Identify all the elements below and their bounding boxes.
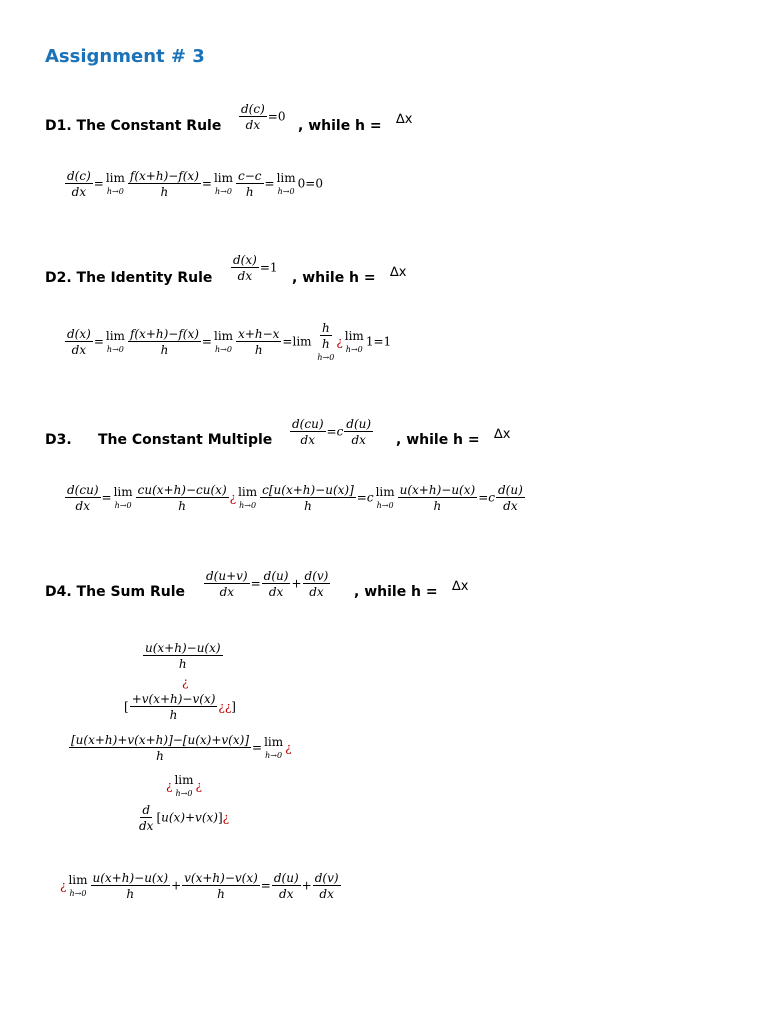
d2-proof-formula: $\frac{d(x)}{dx}$ = lim h→0 $\frac{f(x+h)-f(x)}{h}$ = lim h→0 $\frac{x+h-x}{h}$ =lim $\frac{h}{h}$ h→0 ¿ lim h→0 1=1 bbox=[67, 321, 392, 362]
d3-delta-x: ∆x bbox=[494, 427, 511, 442]
d4-rule-formula: $\frac{d(u+v)}{dx}$ = $\frac{d(u)}{dx}$ + $\frac{d(v)}{dx}$ bbox=[206, 569, 329, 599]
d1-rule-formula: $\frac{d(c)}{dx}$ =0 bbox=[241, 102, 286, 132]
d1-delta-x: ∆x bbox=[396, 112, 413, 127]
d4-final-formula: ¿ lim h→0 $\frac{u(x+h)-u(x)}{h}$ + $\frac{v(x+h)-v(x)}{h}$ = $\frac{d(u)}{dx}$ + $\frac{d(v)}{dx}$ bbox=[60, 871, 339, 901]
d3-heading-name: The Constant Multiple bbox=[98, 432, 273, 448]
page-title: Assignment # 3 bbox=[45, 46, 205, 67]
d4-while-h-label: , while h = bbox=[354, 584, 438, 600]
d2-delta-x: ∆x bbox=[390, 265, 407, 280]
d3-rule-formula: $\frac{d(cu)}{dx}$ =c $\frac{d(u)}{dx}$ bbox=[292, 417, 372, 447]
d1-proof-formula: $\frac{d(c)}{dx}$ = lim h→0 $\frac{f(x+h)-f(x)}{h}$ = lim h→0 $\frac{c-c}{h}$ = lim h→0 0=0 bbox=[67, 169, 323, 199]
d4-delta-x: ∆x bbox=[452, 579, 469, 594]
d3-proof-formula: $\frac{d(cu)}{dx}$ = lim h→0 $\frac{cu(x+h)-cu(x)}{h}$ ¿ lim h→0 $\frac{c[u(x+h)-u(x)]}{h}$ =c lim h→0 $\frac{u(x+h)-u(x)}{h}$ =c $\frac{d(u)}{dx}$ bbox=[67, 483, 523, 513]
d4-heading: D4. The Sum Rule bbox=[45, 584, 185, 600]
d4-line-2: ¿ bbox=[182, 675, 189, 689]
d2-rule-formula: $\frac{d(x)}{dx}$ =1 bbox=[233, 253, 278, 283]
d2-while-h-label: , while h = bbox=[292, 270, 376, 286]
d1-heading: D1. The Constant Rule bbox=[45, 118, 222, 134]
d2-heading: D2. The Identity Rule bbox=[45, 270, 213, 286]
d3-while-h-label: , while h = bbox=[396, 432, 480, 448]
d3-heading-number: D3. bbox=[45, 432, 72, 448]
d1-while-h-label: , while h = bbox=[298, 118, 382, 134]
d4-line-4: $\frac{[u(x+h)+v(x+h)]-[u(x)+v(x)]}{h}$ = lim h→0 ¿ bbox=[71, 733, 292, 763]
d4-line-3: [ $\frac{+v(x+h)-v(x)}{h}$ ¿¿] bbox=[124, 692, 236, 722]
d4-line-5: ¿ lim h→0 ¿ bbox=[166, 773, 202, 798]
d4-line-6: $\frac{d}{dx}$ [u(x)+v(x)]¿ bbox=[139, 803, 230, 833]
d4-line-1: $\frac{u(x+h)-u(x)}{h}$ bbox=[145, 641, 221, 671]
